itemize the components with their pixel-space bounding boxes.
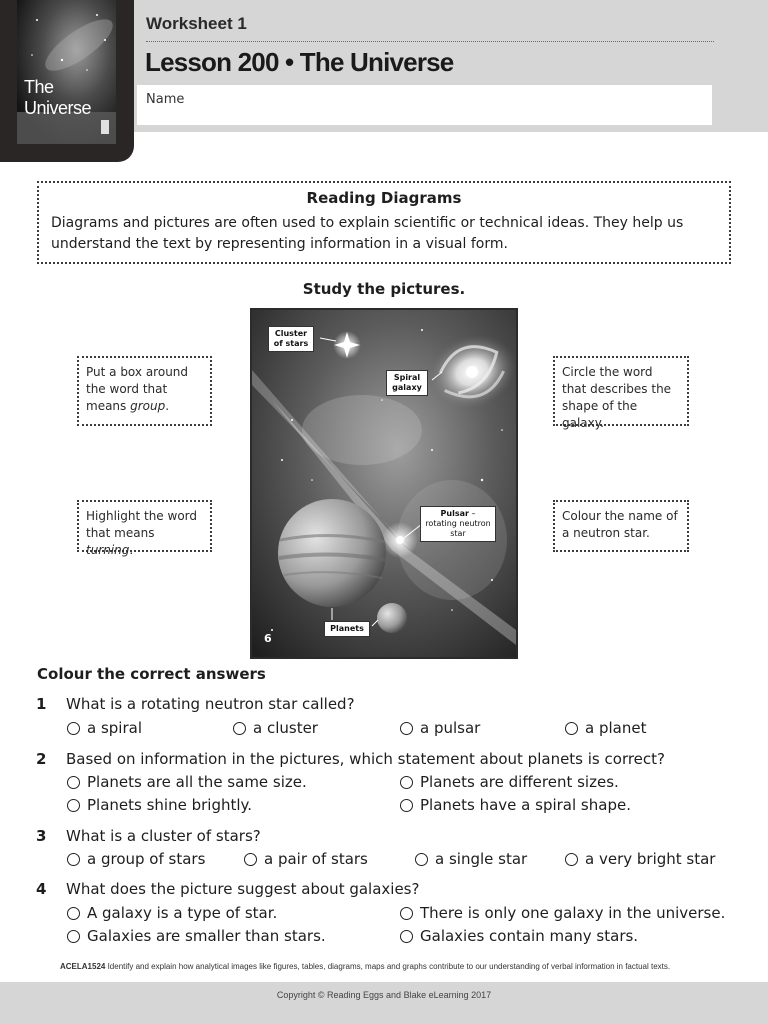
name-label: Name bbox=[146, 92, 185, 107]
answer-bubble-icon[interactable] bbox=[400, 907, 413, 920]
task-text: Circle the word that describes the shape of the galaxy. bbox=[562, 365, 672, 430]
answer-bubble-icon[interactable] bbox=[67, 776, 80, 789]
option-label: There is only one galaxy in the universe. bbox=[420, 904, 726, 922]
book-cover-image bbox=[17, 0, 116, 144]
option-label: a cluster bbox=[253, 719, 318, 737]
answer-option[interactable] bbox=[400, 773, 619, 791]
lesson-title: Lesson 200 • The Universe bbox=[145, 47, 454, 77]
answer-option[interactable] bbox=[415, 850, 527, 868]
task-text: Put a box around the word that means bbox=[86, 365, 189, 413]
question-number: 3 bbox=[36, 827, 47, 845]
question-text: Based on information in the pictures, which statement about planets is correct? bbox=[66, 750, 665, 768]
worksheet-label: Worksheet 1 bbox=[146, 14, 247, 33]
curriculum-footnote bbox=[60, 962, 670, 971]
task-box-neutron bbox=[553, 500, 689, 552]
answer-option[interactable] bbox=[565, 850, 715, 868]
option-label: a very bright star bbox=[585, 850, 716, 868]
label-spiral-galaxy: Spiral galaxy bbox=[386, 370, 428, 396]
option-label: a planet bbox=[585, 719, 647, 737]
answer-option[interactable] bbox=[67, 904, 277, 922]
label-cluster-of-stars: Cluster of stars bbox=[268, 326, 314, 352]
answer-option[interactable] bbox=[233, 719, 318, 737]
curriculum-code: ACELA1524 bbox=[60, 962, 106, 971]
answer-option[interactable] bbox=[400, 927, 638, 945]
option-label: Planets are all the same size. bbox=[87, 773, 307, 791]
option-label: a pair of stars bbox=[264, 850, 368, 868]
task-emphasis: group bbox=[130, 399, 166, 413]
answer-bubble-icon[interactable] bbox=[67, 853, 80, 866]
answer-option[interactable] bbox=[400, 796, 631, 814]
label-pulsar-rest: – rotating neutron star bbox=[425, 509, 491, 538]
option-label: A galaxy is a type of star. bbox=[87, 904, 278, 922]
question-text: What does the picture suggest about galaxies? bbox=[66, 880, 420, 898]
label-pulsar-bold: Pulsar bbox=[440, 509, 469, 518]
footer-band bbox=[0, 982, 768, 1024]
task-text: Highlight the word that means bbox=[86, 509, 197, 540]
option-label: Planets have a spiral shape. bbox=[420, 796, 631, 814]
intro-text: Diagrams and pictures are often used to explain scientific or technical ideas. They help us understand the text by representing information in a visual form. bbox=[51, 215, 684, 252]
cover-title bbox=[24, 77, 91, 119]
answer-bubble-icon[interactable] bbox=[565, 722, 578, 735]
answer-option[interactable] bbox=[67, 850, 205, 868]
option-label: a spiral bbox=[87, 719, 142, 737]
space-picture bbox=[250, 308, 518, 659]
intro-box bbox=[37, 181, 731, 264]
answer-option[interactable] bbox=[67, 773, 307, 791]
option-label: Galaxies contain many stars. bbox=[420, 927, 639, 945]
answer-option[interactable] bbox=[400, 904, 725, 922]
option-label: a pulsar bbox=[420, 719, 481, 737]
answer-bubble-icon[interactable] bbox=[400, 930, 413, 943]
answer-bubble-icon[interactable] bbox=[415, 853, 428, 866]
answer-bubble-icon[interactable] bbox=[67, 930, 80, 943]
cover-title-line-1: The bbox=[24, 77, 54, 97]
task-emphasis: turning bbox=[86, 543, 130, 557]
answer-option[interactable] bbox=[244, 850, 368, 868]
book-cover-frame bbox=[0, 0, 134, 162]
curriculum-text: Identify and explain how analytical images like figures, tables, diagrams, maps and graphs contribute to our understanding of verbal information in factual texts. bbox=[105, 962, 671, 971]
label-planets: Planets bbox=[324, 621, 370, 637]
option-label: Planets are different sizes. bbox=[420, 773, 619, 791]
answer-bubble-icon[interactable] bbox=[67, 799, 80, 812]
answers-heading: Colour the correct answers bbox=[37, 665, 266, 683]
question-number: 4 bbox=[36, 880, 47, 898]
answer-bubble-icon[interactable] bbox=[244, 853, 257, 866]
task-box-shape bbox=[553, 356, 689, 430]
answer-bubble-icon[interactable] bbox=[400, 799, 413, 812]
answer-option[interactable] bbox=[67, 927, 326, 945]
answer-bubble-icon[interactable] bbox=[565, 853, 578, 866]
option-label: a single star bbox=[435, 850, 528, 868]
name-field[interactable] bbox=[137, 85, 712, 125]
answer-option[interactable] bbox=[400, 719, 480, 737]
label-pulsar bbox=[420, 506, 496, 542]
answer-option[interactable] bbox=[565, 719, 646, 737]
option-label: a group of stars bbox=[87, 850, 206, 868]
answer-option[interactable] bbox=[67, 796, 252, 814]
intro-heading: Reading Diagrams bbox=[306, 189, 462, 207]
task-box-turning bbox=[77, 500, 212, 557]
answer-bubble-icon[interactable] bbox=[67, 907, 80, 920]
copyright: Copyright © Reading Eggs and Blake eLearning 2017 bbox=[276, 990, 492, 1000]
answer-bubble-icon[interactable] bbox=[400, 722, 413, 735]
answer-bubble-icon[interactable] bbox=[67, 722, 80, 735]
picture-page-number: 6 bbox=[264, 632, 272, 645]
question-text: What is a rotating neutron star called? bbox=[66, 695, 355, 713]
answer-bubble-icon[interactable] bbox=[400, 776, 413, 789]
question-number: 1 bbox=[36, 695, 47, 713]
task-text: . bbox=[165, 399, 170, 413]
task-text: Colour the name of a neutron star. bbox=[562, 509, 678, 540]
answer-bubble-icon[interactable] bbox=[233, 722, 246, 735]
question-number: 2 bbox=[36, 750, 47, 768]
space-illustration bbox=[252, 310, 516, 657]
answer-option[interactable] bbox=[67, 719, 142, 737]
cover-title-line-2: Universe bbox=[24, 98, 92, 118]
header-divider bbox=[146, 41, 714, 42]
option-label: Planets shine brightly. bbox=[87, 796, 253, 814]
task-box-group bbox=[77, 356, 212, 426]
task-text: . bbox=[129, 543, 134, 557]
question-text: What is a cluster of stars? bbox=[66, 827, 261, 845]
study-heading: Study the pictures. bbox=[302, 280, 466, 298]
option-label: Galaxies are smaller than stars. bbox=[87, 927, 326, 945]
